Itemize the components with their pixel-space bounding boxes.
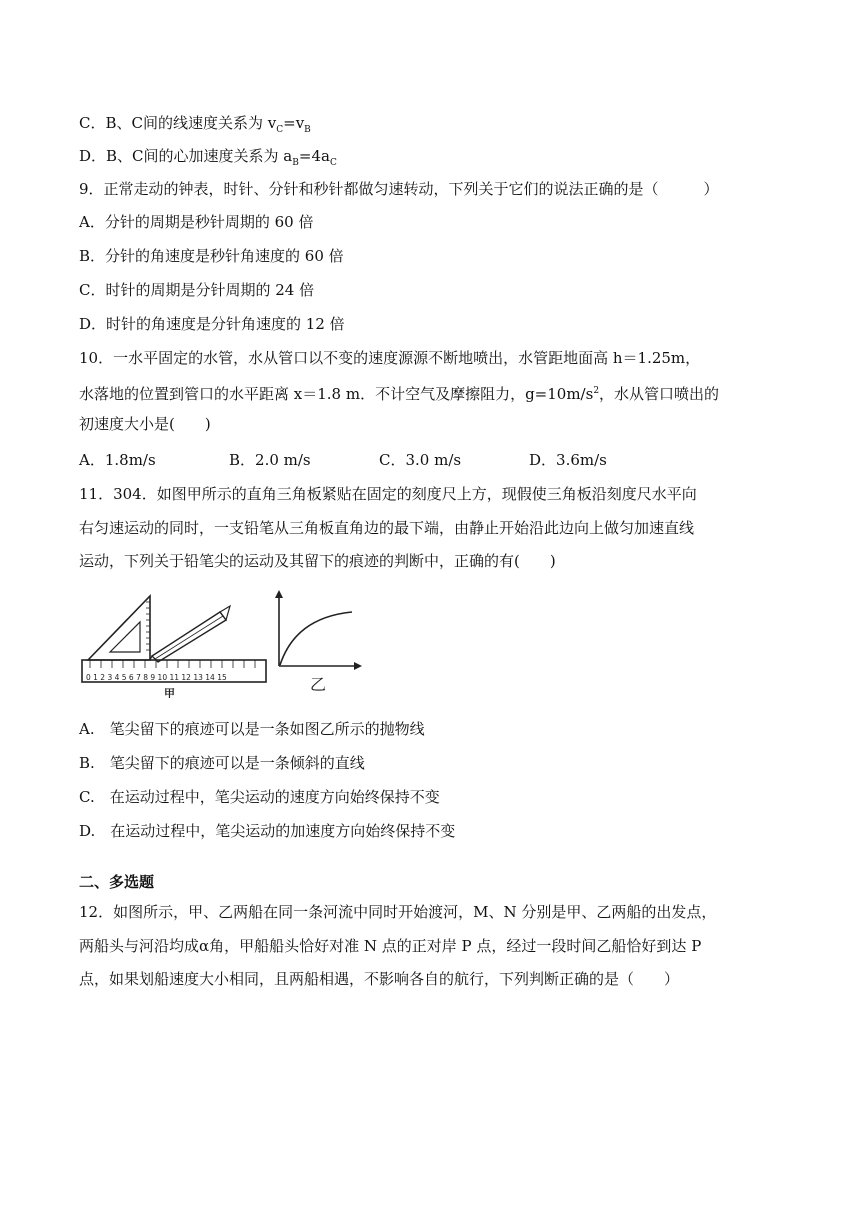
triangle-inner [110, 622, 140, 652]
q10-options [79, 450, 607, 470]
q8-option-c-text: C．B、C间的线速度关系为 v [79, 114, 277, 132]
q10-line-2 [79, 381, 719, 404]
q11-line-3: 运动，下列关于铅笔尖的运动及其留下的痕迹的判断中，正确的有( ) [79, 552, 556, 570]
figure-jia [80, 588, 270, 698]
triangle-outer [88, 596, 150, 660]
q8-option-c-eq: =v [283, 114, 305, 132]
q11-option-b: B. 笔尖留下的痕迹可以是一条倾斜的直线 [79, 754, 365, 772]
q11-option-d: D. 在运动过程中，笔尖运动的加速度方向始终保持不变 [79, 822, 456, 840]
q11-line-1: 11．304．如图甲所示的直角三角板紧贴在固定的刻度尺上方，现假使三角板沿刻度尺水平向 [79, 485, 697, 503]
q10-option-d: D．3.6m/s [529, 451, 607, 469]
pencil [150, 606, 230, 662]
figure-yi [272, 590, 362, 695]
q9-option-d: D．时针的角速度是分针角速度的 12 倍 [79, 315, 345, 333]
ruler-numbers: 0 1 2 3 4 5 6 7 8 9 10 11 12 13 14 15 [86, 673, 227, 682]
figure-yi-label: 乙 [310, 675, 327, 694]
q8-option-d-eq: =4a [298, 147, 330, 165]
graph-y-arrow [275, 590, 283, 598]
q9-stem: 9．正常走动的钟表，时针、分针和秒针都做匀速转动，下列关于它们的说法正确的是（ ） [79, 180, 719, 198]
q11-option-c: C. 在运动过程中，笔尖运动的速度方向始终保持不变 [79, 788, 440, 806]
q10-line-2-text: 水落地的位置到管口的水平距离 x＝1.8 m．不计空气及摩擦阻力，g=10m/s [79, 385, 594, 403]
q12-line-1: 12．如图所示，甲、乙两船在同一条河流中同时开始渡河，M、N 分别是甲、乙两船的出发点， [79, 903, 717, 921]
q8-option-c-sub2: B [304, 125, 311, 135]
q12-line-2: 两船头与河沿均成α角，甲船船头恰好对准 N 点的正对岸 P 点，经过一段时间乙船恰好到达 P [79, 937, 702, 955]
q8-option-c [79, 113, 311, 140]
graph-curve [280, 612, 352, 665]
q12-line-3: 点，如果划船速度大小相同，且两船相遇，不影响各自的航行，下列判断正确的是（ ） [79, 970, 680, 988]
q11-option-a: A. 笔尖留下的痕迹可以是一条如图乙所示的抛物线 [79, 720, 425, 738]
q8-option-d-sub1: B [292, 158, 299, 168]
q8-option-c-sub1: C [276, 125, 284, 135]
section-title-multiple-choice: 二、多选题 [79, 873, 155, 891]
graph-x-arrow [354, 662, 362, 670]
q9-option-c: C．时针的周期是分针周期的 24 倍 [79, 281, 315, 299]
q11-line-2: 右匀速运动的同时，一支铅笔从三角板直角边的最下端，由静止开始沿此边向上做匀加速直线 [79, 519, 695, 537]
q8-option-d-sub2: C [329, 158, 337, 168]
q10-line-3: 初速度大小是( ) [79, 415, 211, 433]
q9-option-a: A．分针的周期是秒针周期的 60 倍 [79, 213, 314, 231]
q10-line-2-sup: 2 [593, 386, 600, 396]
q10-option-c: C．3.0 m/s [379, 451, 462, 469]
q10-option-b: B．2.0 m/s [229, 451, 311, 469]
q8-option-d [79, 146, 337, 173]
q10-line-1: 10．一水平固定的水管，水从管口以不变的速度源源不断地喷出，水管距地面高 h＝1.25m， [79, 349, 701, 367]
q8-option-d-text: D．B、C间的心加速度关系为 a [79, 147, 293, 165]
figure-jia-label: 甲 [164, 687, 175, 698]
ruler-ticks [90, 660, 255, 668]
q9-option-b: B．分针的角速度是秒针角速度的 60 倍 [79, 247, 344, 265]
q10-line-2-tail: ，水从管口喷出的 [599, 385, 720, 403]
q10-option-a: A．1.8m/s [79, 451, 156, 469]
